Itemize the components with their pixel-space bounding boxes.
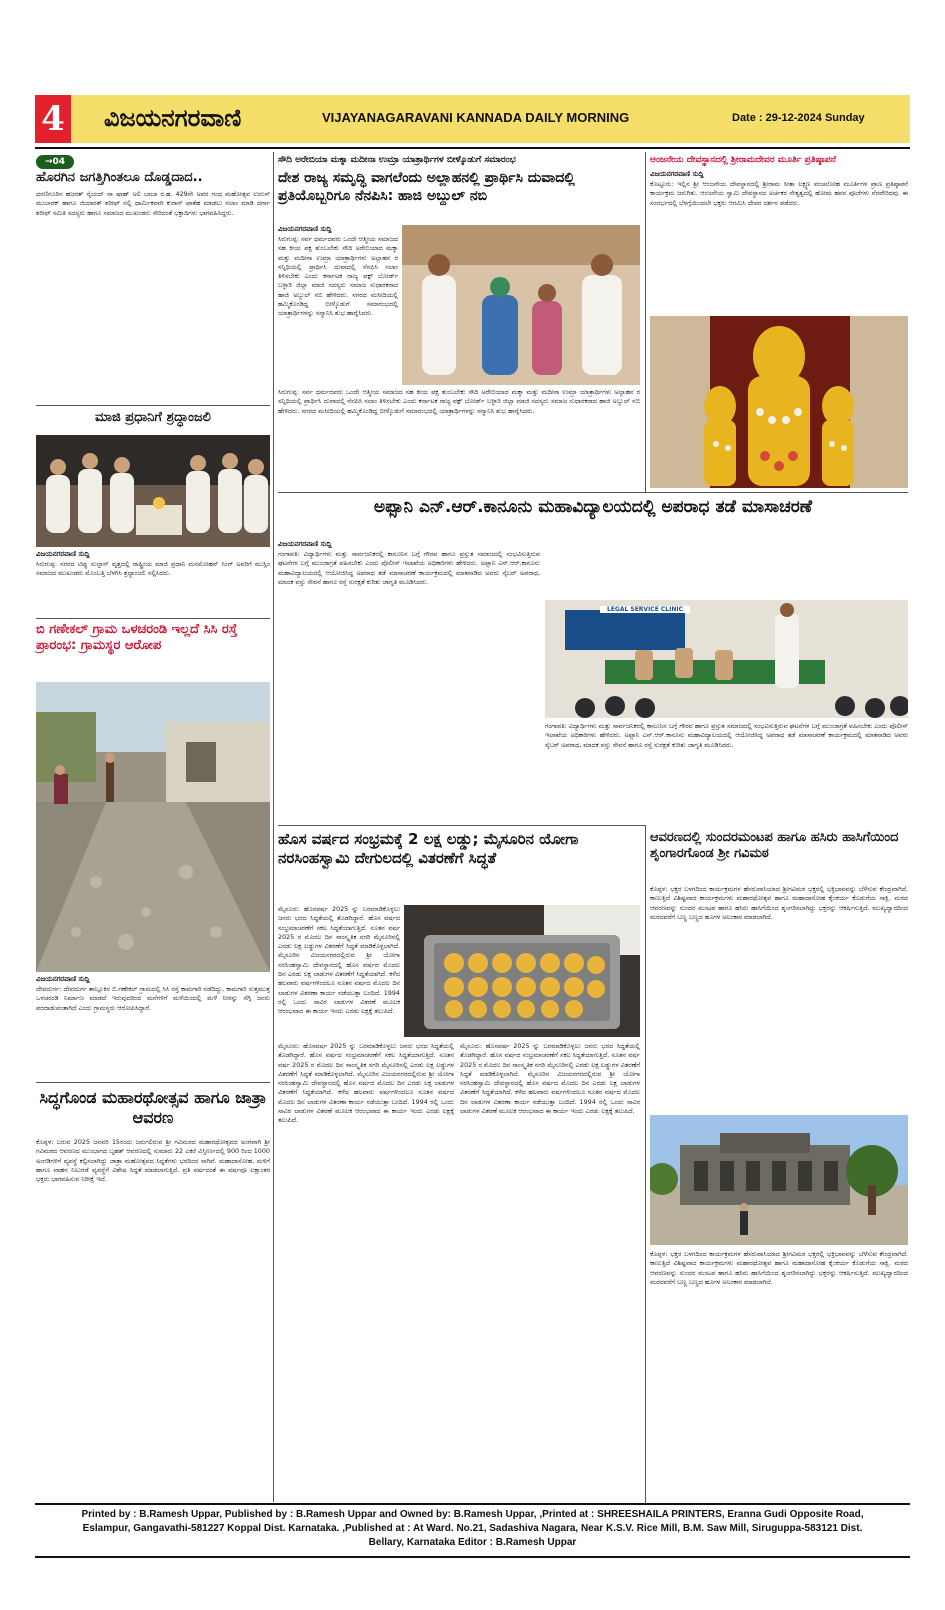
continuation-tag: →04 (36, 155, 74, 169)
story4-headline: ಸಿದ್ಧಗೊಂಡ ಮಹಾರಥೋತ್ಸವ ಹಾಗೂ ಜಾತ್ರಾ ಆವರಣ (39, 1088, 267, 1127)
laddu-photo (404, 905, 640, 1037)
story8-body-lead: ಮೈಸೂರು: ಹೊಸವರ್ಷ 2025 ನ್ನು ಬರಮಾಡಿಕೊಳ್ಳಲು ಜನರು ಭರದ ಸಿದ್ಧತೆಯಲ್ಲಿ ತೊಡಗಿದ್ದಾರೆ. ಹೊಸ ವರ್ಷದ ಸಂಭ್ರಮಾಚರಣೆಗೆ ಸಕಲ ಸಿದ್ಧತೆಯಾಗುತ್ತಿದೆ. ನೂತನ ವರ್ಷ 2025 ರ ಮೊದಲ ದಿನ ಸಾಂಸ್ಕೃತಿಕ ನಗರಿ ಮೈಸೂರಿನಲ್ಲಿ ಎರಡು ಲಕ್ಷ ಲಡ್ಡುಗಳ ವಿತರಣೆಗೆ ಸಿದ್ಧತೆ ಮಾಡಿಕೊಳ್ಳಲಾಗಿದೆ. ಮೈಸೂರಿನ ವಿಜಯನಗರದಲ್ಲಿರುವ ಶ್ರೀ ಯೋಗಾ ನರಸಿಂಹಸ್ವಾಮಿ ದೇವಸ್ಥಾನದಲ್ಲಿ ಹೊಸ ವರ್ಷದ ಮೊದಲ ದಿನ ಎರಡು ಲಕ್ಷ ಲಾಡುಗಳ ವಿತರಣೆಗೆ ಸಿದ್ಧತೆಯಾಗಿದೆ. ಕಳೆದ ಹಲವಾರು ವರ್ಷಗಳಿಂದಲೂ ನೂತನ ವರ್ಷದ ಮೊದಲ ದಿನ ಲಾಡುಗಳ ವಿತರಣಾ ಕಾರ್ಯ ನಡೆಯುತ್ತಾ ಬಂದಿದೆ. 1994 ರಲ್ಲಿ ಒಂದು ಸಾವಿರ ಲಾಡುಗಳ ವಿತರಣೆ ಮೂಲಕ ಆರಂಭವಾದ ಈ ಕಾರ್ಯ ಇಂದು ಎರಡು ಲಕ್ಷಕ್ಕೆ ತಲುಪಿದೆ. (278, 905, 400, 1016)
gavimath-photo (650, 1115, 908, 1245)
story5-headline: ದೇಶ ರಾಜ್ಯ ಸಮೃದ್ಧಿ ವಾಗಲೆಂದು ಅಲ್ಲಾಹನಲ್ಲಿ ಪ್ರಾರ್ಥಿಸಿ ದುವಾದಲ್ಲಿ ಪ್ರತಿಯೊಬ್ಬರಿಗೂ ನೆನಪಿಸಿ: ಹಾಜಿ ಅಬ್ದುಲ್ ನಬಿ (278, 170, 575, 204)
story9-body: ಕೊಪ್ಪಳ: ಭಕ್ತರ ಬಳಗದಿಂದ ಕಾರ್ಯಕ್ರಮಗಳ ಹೆಸರುವಾಸಿಯಾದ ಶ್ರೀಗವಿಮಠ ಭಕ್ತರಲ್ಲಿ ಭಕ್ತಿಭಾವವನ್ನು ಬೆಳೆಸುವ ಕೇಂದ್ರವಾಗಿದೆ. ಕಾಣುತ್ತಿದೆ ವಿಶಿಷ್ಟವಾದ ಕಾರ್ಯಕ್ರಮಗಳು ಮಹಾರಥೋತ್ಸವ ಹಾಗೂ ಮಹಾದಾಸೋಹ ಕೈಂಕರ್ಯ ಕೊಡುಗೆಯ ಸಾಕ್ಷಿ. ಮಠದ ಆವರಣವನ್ನು ಸುಂದರ ಮಂಟಪ ಹಾಗೂ ಹಸಿರು ಹಾಸಿಗೆಯಿಂದ ಶೃಂಗರಿಸಲಾಗಿದ್ದು ಭಕ್ತರನ್ನು ಆಕರ್ಷಿಸುತ್ತಿದೆ. ಮುಖ್ಯದ್ವಾರದಿಂದ ಮಠದವರೆಗೆ ಬಣ್ಣ ಬಣ್ಣದ ಹೂಗಳ ಅಲಂಕಾರ ಮಾಡಲಾಗಿದೆ. (650, 885, 908, 921)
story7-body: ಗಂಗಾವತಿ: ವಿದ್ಯಾರ್ಥಿಗಳು ಮತ್ತು ಸಾರ್ವಜನಿಕರಲ್ಲಿ ಕಾನೂನಿನ ಬಗ್ಗೆ ಗೌರವ ಹಾಗೂ ಪ್ರಸ್ತುತ ಸಮಾಜದಲ್ಲಿ ಸಂಭವಿಸುತ್ತಿರುವ ಘಟನೆಗಳ ಬಗ್ಗೆ ಮುಂಜಾಗ್ರತೆ ವಹಿಸಬೇಕು ಎಂದು ಪೊಲೀಸ್ ಇಲಾಖೆಯ ಅಧಿಕಾರಿಗಳು ಹೇಳಿದರು. ಅಫ್ಸಾನಿ ಎನ್.ಆರ್.ಕಾನೂನು ಮಹಾವಿದ್ಯಾಲಯದಲ್ಲಿ ಆಯೋಜಿಸಿದ್ದ ಅಪರಾಧ ತಡೆ ಮಾಸಾಚರಣೆ ಕಾರ್ಯಕ್ರಮದಲ್ಲಿ ಮಾತನಾಡಿದ ಅವರು ಸೈಬರ್ ಅಪರಾಧ, ಮಾದಕ ವಸ್ತು ಸೇವನೆ ಹಾಗೂ ರಸ್ತೆ ಸುರಕ್ಷತೆ ಕುರಿತು ಜಾಗೃತಿ ಮೂಡಿಸಿದರು. (278, 550, 540, 586)
idol-photo (650, 316, 908, 488)
story6-byline: ವಿಜಯನಗರವಾಣಿ ಸುದ್ದಿ (650, 170, 704, 178)
column-divider (645, 152, 646, 492)
story5-body-lead: ಸಿರುಗುಪ್ಪ: ಸರ್ವ ಧರ್ಮದವರು ಒಂದೇ ಆತ್ಮೀಯ ಸಮಾಜದ ಸಹ ಕೀಯ ಪಕ್ಷ ತುಂಬಲೇಕು ಸೌದಿ ಅರೇಬಿಯಾದ ಮಕ್ಕಾ ಮತ್ತು ಮದೀನಾ ಉಮ್ರಾ ಯಾತ್ರಾರ್ಥಿಗಳು ಅಲ್ಲಾಹನ ರ ಸನ್ನಿಧಿಯಲ್ಲಿ ಪ್ರಾರ್ಥಿಸಿ ದುವಾದಲ್ಲಿ ನೆನಪಿಸಿ ಸಲಾಂ ತಿಳಿಸಬೇಕು ಎಂದು ಕರ್ನಾಟಕ ರಾಜ್ಯ ವಕ್ಫ್ ಬೋರ್ಡ್ ಬಳ್ಳಾರಿ ಜಿಲ್ಲಾ ಮಾಜಿ ಸದಸ್ಯರು ಸಮಾಜ ಸುಧಾರಕರಾದ ಹಾಜಿ ಅಬ್ದುಲ್ ನಬಿ ಹೇಳಿದರು. ನಗರದ ಮಸೀದಿಯಲ್ಲಿ ಹಮ್ಮಿಕೊಂಡಿದ್ದ ಬೀಳ್ಕೊಡುಗೆ ಸಮಾರಂಭದಲ್ಲಿ ಯಾತ್ರಾರ್ಥಿಗಳನ್ನು ಸನ್ಮಾನಿಸಿ ಶುಭ ಹಾರೈಸಿದರು. (278, 235, 398, 318)
column-divider (273, 152, 274, 1502)
story6-kicker: ಆಂಜನೇಯ ದೇವಸ್ಥಾನದಲ್ಲಿ ಶ್ರೀರಾಮದೇವರ ಮೂರ್ತಿ ಪ್ರತಿಷ್ಠಾಪನೆ (650, 155, 836, 165)
footer-rule (35, 1503, 910, 1505)
story-separator (278, 492, 908, 493)
paper-name-kannada: ವಿಜಯನಗರವಾಣಿ (104, 104, 242, 132)
story2-body: ಸಿರುಗುಪ್ಪ: ನಗರದ ಟಿಪ್ಪು ಸುಲ್ತಾನ್ ವೃತ್ತದಲ್ಲಿ ರಾಷ್ಟ್ರೀಯ ಮಾಜಿ ಪ್ರಧಾನಿ ಮನಮೋಹನ್ ಸಿಂಗ್ ಅವರಿಗೆ ಮುಸ್ಲಿಂ ಸಮಾಜದ ಮುಖಂಡರು ಮೊಂಬತ್ತಿ ಬೆಳಗಿಸಿ ಶ್ರದ್ಧಾಂಜಲಿ ಸಲ್ಲಿಸಿದರು. (36, 560, 270, 578)
story2-headline: ಮಾಜಿ ಪ್ರಧಾನಿಗೆ ಶ್ರದ್ಧಾಂಜಲಿ (95, 410, 211, 425)
story-separator (36, 1082, 270, 1083)
story-separator (36, 618, 270, 619)
story5-body-continued: ಸಿರುಗುಪ್ಪ: ಸರ್ವ ಧರ್ಮದವರು ಒಂದೇ ಆತ್ಮೀಯ ಸಮಾಜದ ಸಹ ಕೀಯ ಪಕ್ಷ ತುಂಬಲೇಕು ಸೌದಿ ಅರೇಬಿಯಾದ ಮಕ್ಕಾ ಮತ್ತು ಮದೀನಾ ಉಮ್ರಾ ಯಾತ್ರಾರ್ಥಿಗಳು ಅಲ್ಲಾಹನ ರ ಸನ್ನಿಧಿಯಲ್ಲಿ ಪ್ರಾರ್ಥಿಸಿ ದುವಾದಲ್ಲಿ ನೆನಪಿಸಿ ಸಲಾಂ ತಿಳಿಸಬೇಕು ಎಂದು ಕರ್ನಾಟಕ ರಾಜ್ಯ ವಕ್ಫ್ ಬೋರ್ಡ್ ಬಳ್ಳಾರಿ ಜಿಲ್ಲಾ ಮಾಜಿ ಸದಸ್ಯರು ಸಮಾಜ ಸುಧಾರಕರಾದ ಹಾಜಿ ಅಬ್ದುಲ್ ನಬಿ ಹೇಳಿದರು. ನಗರದ ಮಸೀದಿಯಲ್ಲಿ ಹಮ್ಮಿಕೊಂಡಿದ್ದ ಬೀಳ್ಕೊಡುಗೆ ಸಮಾರಂಭದಲ್ಲಿ ಯಾತ್ರಾರ್ಥಿಗಳನ್ನು ಸನ್ಮಾನಿಸಿ ಶುಭ ಹಾರೈಸಿದರು. (278, 388, 640, 415)
story7-headline: ಅಫ್ಸಾನಿ ಎನ್.ಆರ್.ಕಾನೂನು ಮಹಾವಿದ್ಯಾಲಯದಲ್ಲಿ ಅಪರಾಧ ತಡೆ ಮಾಸಾಚರಣೆ (373, 497, 813, 517)
story9-headline: ಆವರಣದಲ್ಲಿ ಸುಂದರಮಂಟಪ ಹಾಗೂ ಹಸಿರು ಹಾಸಿಗೆಯಿಂದ ಶೃಂಗಾರಗೊಂಡ ಶ್ರೀ ಗವಿಮಠ (650, 830, 899, 862)
footer-imprint-line3: Bellary, Karnataka Editor : B.Ramesh Uppar (368, 1537, 577, 1548)
story4-body: ಕೊಪ್ಪಳ: ಬರುವ 2025 ಜನವರಿ 15ರಂದು ಜರುಗಲಿರುವ ಶ್ರೀ ಗವಿಮಠದ ಮಹಾರಥೋತ್ಸವದ ಅಂಗವಾಗಿ ಶ್ರೀ ಗವಿಮಠದ ಆವರಣದ ಮುಂಭಾಗದ ಬೃಹತ್ ಆವರಣದಲ್ಲಿ ಸುಮಾರು 22 ಎಕರೆ ವಿಸ್ತೀರ್ಣದಲ್ಲಿ 900 ರಿಂದ 1000 ಅಂಗಡಿಗಳಿಗೆ ವ್ಯವಸ್ಥೆ ಕಲ್ಪಿಸಲಾಗಿದ್ದು ಜಾತ್ರಾ ಮಹೋತ್ಸವದ ಸಿದ್ಧತೆಗಳು ಭರದಿಂದ ಸಾಗಿವೆ. ಮಹಾದಾಸೋಹ, ಮಳಿಗೆ ಹಾಗೂ ವಾಹನ ನಿಲುಗಡೆ ವ್ಯವಸ್ಥೆಗೆ ವಿಶೇಷ ಸಿದ್ಧತೆ ಮಾಡಲಾಗುತ್ತಿದೆ. ಪ್ರತಿ ವರ್ಷದಂತೆ ಈ ವರ್ಷವೂ ಲಕ್ಷಾಂತರ ಭಕ್ತರು ಭಾಗವಹಿಸುವ ನಿರೀಕ್ಷೆ ಇದೆ. (36, 1138, 270, 1184)
story9-body-continued: ಕೊಪ್ಪಳ: ಭಕ್ತರ ಬಳಗದಿಂದ ಕಾರ್ಯಕ್ರಮಗಳ ಹೆಸರುವಾಸಿಯಾದ ಶ್ರೀಗವಿಮಠ ಭಕ್ತರಲ್ಲಿ ಭಕ್ತಿಭಾವವನ್ನು ಬೆಳೆಸುವ ಕೇಂದ್ರವಾಗಿದೆ. ಕಾಣುತ್ತಿದೆ ವಿಶಿಷ್ಟವಾದ ಕಾರ್ಯಕ್ರಮಗಳು ಮಹಾರಥೋತ್ಸವ ಹಾಗೂ ಮಹಾದಾಸೋಹ ಕೈಂಕರ್ಯ ಕೊಡುಗೆಯ ಸಾಕ್ಷಿ. ಮಠದ ಆವರಣವನ್ನು ಸುಂದರ ಮಂಟಪ ಹಾಗೂ ಹಸಿರು ಹಾಸಿಗೆಯಿಂದ ಶೃಂಗರಿಸಲಾಗಿದ್ದು ಭಕ್ತರನ್ನು ಆಕರ್ಷಿಸುತ್ತಿದೆ. ಮುಖ್ಯದ್ವಾರದಿಂದ ಮಠದವರೆಗೆ ಬಣ್ಣ ಬಣ್ಣದ ಹೂಗಳ ಅಲಂಕಾರ ಮಾಡಲಾಗಿದೆ. (650, 1250, 908, 1286)
footer-imprint-line1: Printed by : B.Ramesh Uppar, Published by : B.Ramesh Uppar and Owned by: B.Ramesh Uppar, ,Printed at : SHREESHAILA PRINTERS, Eranna Gudi Opposite Road, (81, 1509, 864, 1520)
story8-body-col2: ಮೈಸೂರು: ಹೊಸವರ್ಷ 2025 ನ್ನು ಬರಮಾಡಿಕೊಳ್ಳಲು ಜನರು ಭರದ ಸಿದ್ಧತೆಯಲ್ಲಿ ತೊಡಗಿದ್ದಾರೆ. ಹೊಸ ವರ್ಷದ ಸಂಭ್ರಮಾಚರಣೆಗೆ ಸಕಲ ಸಿದ್ಧತೆಯಾಗುತ್ತಿದೆ. ನೂತನ ವರ್ಷ 2025 ರ ಮೊದಲ ದಿನ ಸಾಂಸ್ಕೃತಿಕ ನಗರಿ ಮೈಸೂರಿನಲ್ಲಿ ಎರಡು ಲಕ್ಷ ಲಡ್ಡುಗಳ ವಿತರಣೆಗೆ ಸಿದ್ಧತೆ ಮಾಡಿಕೊಳ್ಳಲಾಗಿದೆ. ಮೈಸೂರಿನ ವಿಜಯನಗರದಲ್ಲಿರುವ ಶ್ರೀ ಯೋಗಾ ನರಸಿಂಹಸ್ವಾಮಿ ದೇವಸ್ಥಾನದಲ್ಲಿ ಹೊಸ ವರ್ಷದ ಮೊದಲ ದಿನ ಎರಡು ಲಕ್ಷ ಲಾಡುಗಳ ವಿತರಣೆಗೆ ಸಿದ್ಧತೆಯಾಗಿದೆ. ಕಳೆದ ಹಲವಾರು ವರ್ಷಗಳಿಂದಲೂ ನೂತನ ವರ್ಷದ ಮೊದಲ ದಿನ ಲಾಡುಗಳ ವಿತರಣಾ ಕಾರ್ಯ ನಡೆಯುತ್ತಾ ಬಂದಿದೆ. 1994 ರಲ್ಲಿ ಒಂದು ಸಾವಿರ ಲಾಡುಗಳ ವಿತರಣೆ ಮೂಲಕ ಆರಂಭವಾದ ಈ ಕಾರ್ಯ ಇಂದು ಎರಡು ಲಕ್ಷಕ್ಕೆ ತಲುಪಿದೆ. (460, 1042, 640, 1115)
page-number: 4 (35, 95, 71, 143)
story8-headline: ಹೊಸ ವರ್ಷದ ಸಂಭ್ರಮಕ್ಕೆ 2 ಲಕ್ಷ ಲಡ್ಡು; ಮೈಸೂರಿನ ಯೋಗಾ ನರಸಿಂಹಸ್ವಾಮಿ ದೇಗುಲದಲ್ಲಿ ವಿತರಣೆಗೆ ಸಿದ್ಧತೆ (278, 830, 579, 867)
masthead-rule (35, 147, 910, 149)
story7-body-continued: ಗಂಗಾವತಿ: ವಿದ್ಯಾರ್ಥಿಗಳು ಮತ್ತು ಸಾರ್ವಜನಿಕರಲ್ಲಿ ಕಾನೂನಿನ ಬಗ್ಗೆ ಗೌರವ ಹಾಗೂ ಪ್ರಸ್ತುತ ಸಮಾಜದಲ್ಲಿ ಸಂಭವಿಸುತ್ತಿರುವ ಘಟನೆಗಳ ಬಗ್ಗೆ ಮುಂಜಾಗ್ರತೆ ವಹಿಸಬೇಕು ಎಂದು ಪೊಲೀಸ್ ಇಲಾಖೆಯ ಅಧಿಕಾರಿಗಳು ಹೇಳಿದರು. ಅಫ್ಸಾನಿ ಎನ್.ಆರ್.ಕಾನೂನು ಮಹಾವಿದ್ಯಾಲಯದಲ್ಲಿ ಆಯೋಜಿಸಿದ್ದ ಅಪರಾಧ ತಡೆ ಮಾಸಾಚರಣೆ ಕಾರ್ಯಕ್ರಮದಲ್ಲಿ ಮಾತನಾಡಿದ ಅವರು ಸೈಬರ್ ಅಪರಾಧ, ಮಾದಕ ವಸ್ತು ಸೇವನೆ ಹಾಗೂ ರಸ್ತೆ ಸುರಕ್ಷತೆ ಕುರಿತು ಜಾಗೃತಿ ಮೂಡಿಸಿದರು. (545, 722, 908, 749)
story2-byline: ವಿಜಯನಗರವಾಣಿ ಸುದ್ದಿ (36, 550, 90, 558)
footer-bottom-rule (35, 1556, 910, 1558)
umrah-photo (402, 225, 640, 385)
road-photo (36, 682, 270, 972)
tribute-photo (36, 435, 270, 547)
story3-headline: ಬಿ ಗಣೇಕಲ್ ಗ್ರಾಮ ಒಳಚರಂಡಿ ಇಲ್ಲದೆ ಸಿಸಿ ರಸ್ತೆ ಪ್ರಾರಂಭ: ಗ್ರಾಮಸ್ಥರ ಆರೋಪ (36, 622, 238, 654)
footer-imprint-line2: Eslampur, Gangavathi-581227 Koppal Dist. Karnataka. ,Published at : At Ward. No.21, Sadashiva Nagara, Near K.S.V. Rice Mill, B.M. Saw Mill, Siruguppa-583121 Dist. (82, 1523, 863, 1534)
story7-byline: ವಿಜಯನಗರವಾಣಿ ಸುದ್ದಿ (278, 540, 332, 548)
story3-body: ದೇವದುರ್ಗ: ದೇವದುರ್ಗ ತಾಲ್ಲೂಕಿನ ಬಿ.ಗಣೇಕಲ್ ಗ್ರಾಮದಲ್ಲಿ ಸಿಸಿ ರಸ್ತೆ ಕಾಮಗಾರಿ ನಡೆದಿದ್ದು, ಕಾಮಗಾರಿ ಸುತ್ತಮುತ್ತ ಒಳಚರಂಡಿ ನಿರ್ಮಾಣ ಮಾಡದೆ ಇರುವುದರಿಂದ ಮನೆಗಳಿಗೆ ಮಳೆಯಿಂದಲ್ಲಿ ಮಳೆ ನೀರನ್ನು ಸೆಗ್ಗಿ ಜನರು ಪರದಾಡುವಂತಾಗಿದೆ ಎಂದು ಗ್ರಾಮಸ್ಥರು ಆರೋಪಿಸಿದ್ದಾರೆ. (36, 985, 270, 1012)
story3-byline: ವಿಜಯನಗರವಾಣಿ ಸುದ್ದಿ (36, 975, 90, 983)
column-divider (645, 825, 646, 1505)
story6-body: ಕೊಟ್ಟೂರು: ಇಲ್ಲಿನ ಶ್ರೀ ಆಂಜನೇಯ ದೇವಸ್ಥಾನದಲ್ಲಿ ಶ್ರೀರಾಮ ಸೀತಾ ಲಕ್ಷ್ಮಣ ಪಂಚಲೋಹ ಮೂರ್ತಿಗಳ ಪ್ರಾಣ ಪ್ರತಿಷ್ಠಾಪನೆ ಕಾರ್ಯಕ್ರಮ ಜರುಗಿತು. ಆಂಜನೇಯ ಸ್ವಾಮಿ ದೇವಸ್ಥಾನದ ಅರ್ಚಕರ ನೇತೃತ್ವದಲ್ಲಿ ಹೋಮ ಹವನ ಪೂಜೆಗಳು ನೆರವೇರಿದವು. ಈ ಸಂದರ್ಭದಲ್ಲಿ ಬೆಳಗ್ಗೆಯಿಂದಲೇ ಭಕ್ತರು ಆಗಮಿಸಿ ದೇವರ ದರ್ಶನ ಪಡೆದರು. (650, 180, 908, 207)
story1-body: ಧರಣಿಗೂರಿನ ಹಜರತ್ ಸೈಯದ್ ನಾ ಷಾಹ್ ಅಲಿ ಬಾಬಾ ರ.ಹ. 429ನೇ ಅವರ ಗಂಧ ಮಹೋತ್ಸವ ಉರುಸ್ ಮುಬಾರಕ್ ಹಾಗೂ ಜಿಯಾರತ್ ಶರೀಫ್ ನಲ್ಲಿ ಧಾರ್ಮಿಕವಾಗಿ ಕುರಾನ್ ಫಾತೆಹ ಮಾಡಲು ಸಲಾಂ ಮಾಡಿ ದರ್ಗಾ ಶರೀಫ್ ಸಮಿತಿ ಸದಸ್ಯರು ಹಾಗೂ ಸಮಾಜದ ಮುಖಂಡರು ಸೇರಿದಂತೆ ಭಕ್ತಾದಿಗಳು ಭಾಗವಹಿಸಿದ್ದರು. (36, 190, 270, 217)
story8-body-col1: ಮೈಸೂರು: ಹೊಸವರ್ಷ 2025 ನ್ನು ಬರಮಾಡಿಕೊಳ್ಳಲು ಜನರು ಭರದ ಸಿದ್ಧತೆಯಲ್ಲಿ ತೊಡಗಿದ್ದಾರೆ. ಹೊಸ ವರ್ಷದ ಸಂಭ್ರಮಾಚರಣೆಗೆ ಸಕಲ ಸಿದ್ಧತೆಯಾಗುತ್ತಿದೆ. ನೂತನ ವರ್ಷ 2025 ರ ಮೊದಲ ದಿನ ಸಾಂಸ್ಕೃತಿಕ ನಗರಿ ಮೈಸೂರಿನಲ್ಲಿ ಎರಡು ಲಕ್ಷ ಲಡ್ಡುಗಳ ವಿತರಣೆಗೆ ಸಿದ್ಧತೆ ಮಾಡಿಕೊಳ್ಳಲಾಗಿದೆ. ಮೈಸೂರಿನ ವಿಜಯನಗರದಲ್ಲಿರುವ ಶ್ರೀ ಯೋಗಾ ನರಸಿಂಹಸ್ವಾಮಿ ದೇವಸ್ಥಾನದಲ್ಲಿ ಹೊಸ ವರ್ಷದ ಮೊದಲ ದಿನ ಎರಡು ಲಕ್ಷ ಲಾಡುಗಳ ವಿತರಣೆಗೆ ಸಿದ್ಧತೆಯಾಗಿದೆ. ಕಳೆದ ಹಲವಾರು ವರ್ಷಗಳಿಂದಲೂ ನೂತನ ವರ್ಷದ ಮೊದಲ ದಿನ ಲಾಡುಗಳ ವಿತರಣಾ ಕಾರ್ಯ ನಡೆಯುತ್ತಾ ಬಂದಿದೆ. 1994 ರಲ್ಲಿ ಒಂದು ಸಾವಿರ ಲಾಡುಗಳ ವಿತರಣೆ ಮೂಲಕ ಆರಂಭವಾದ ಈ ಕಾರ್ಯ ಇಂದು ಎರಡು ಲಕ್ಷಕ್ಕೆ ತಲುಪಿದೆ. (278, 1042, 454, 1125)
story1-headline: ಹೊರಗಿನ ಜಗತ್ತಿಗಿಂತಲೂ ದೊಡ್ಡದಾದ.. (36, 170, 203, 185)
legal-clinic-banner: LEGAL SERVICE CLINIC (600, 606, 690, 613)
story5-kicker: ಸೌದಿ ಅರೇಬಿಯಾ ಮಕ್ಕಾ ಮದೀನಾ ಉಮ್ರಾ ಯಾತ್ರಾರ್ಥಿಗಳ ಬೀಳ್ಕೊಡುಗೆ ಸಮಾರಂಭ (278, 155, 516, 165)
law-college-photo (545, 600, 908, 718)
paper-name-english: VIJAYANAGARAVANI KANNADA DAILY MORNING (322, 110, 630, 125)
story-separator (278, 825, 645, 826)
story5-byline: ವಿಜಯನಗರವಾಣಿ ಸುದ್ದಿ (278, 225, 332, 233)
paper-date: Date : 29-12-2024 Sunday (732, 112, 865, 124)
story-separator (36, 405, 270, 406)
